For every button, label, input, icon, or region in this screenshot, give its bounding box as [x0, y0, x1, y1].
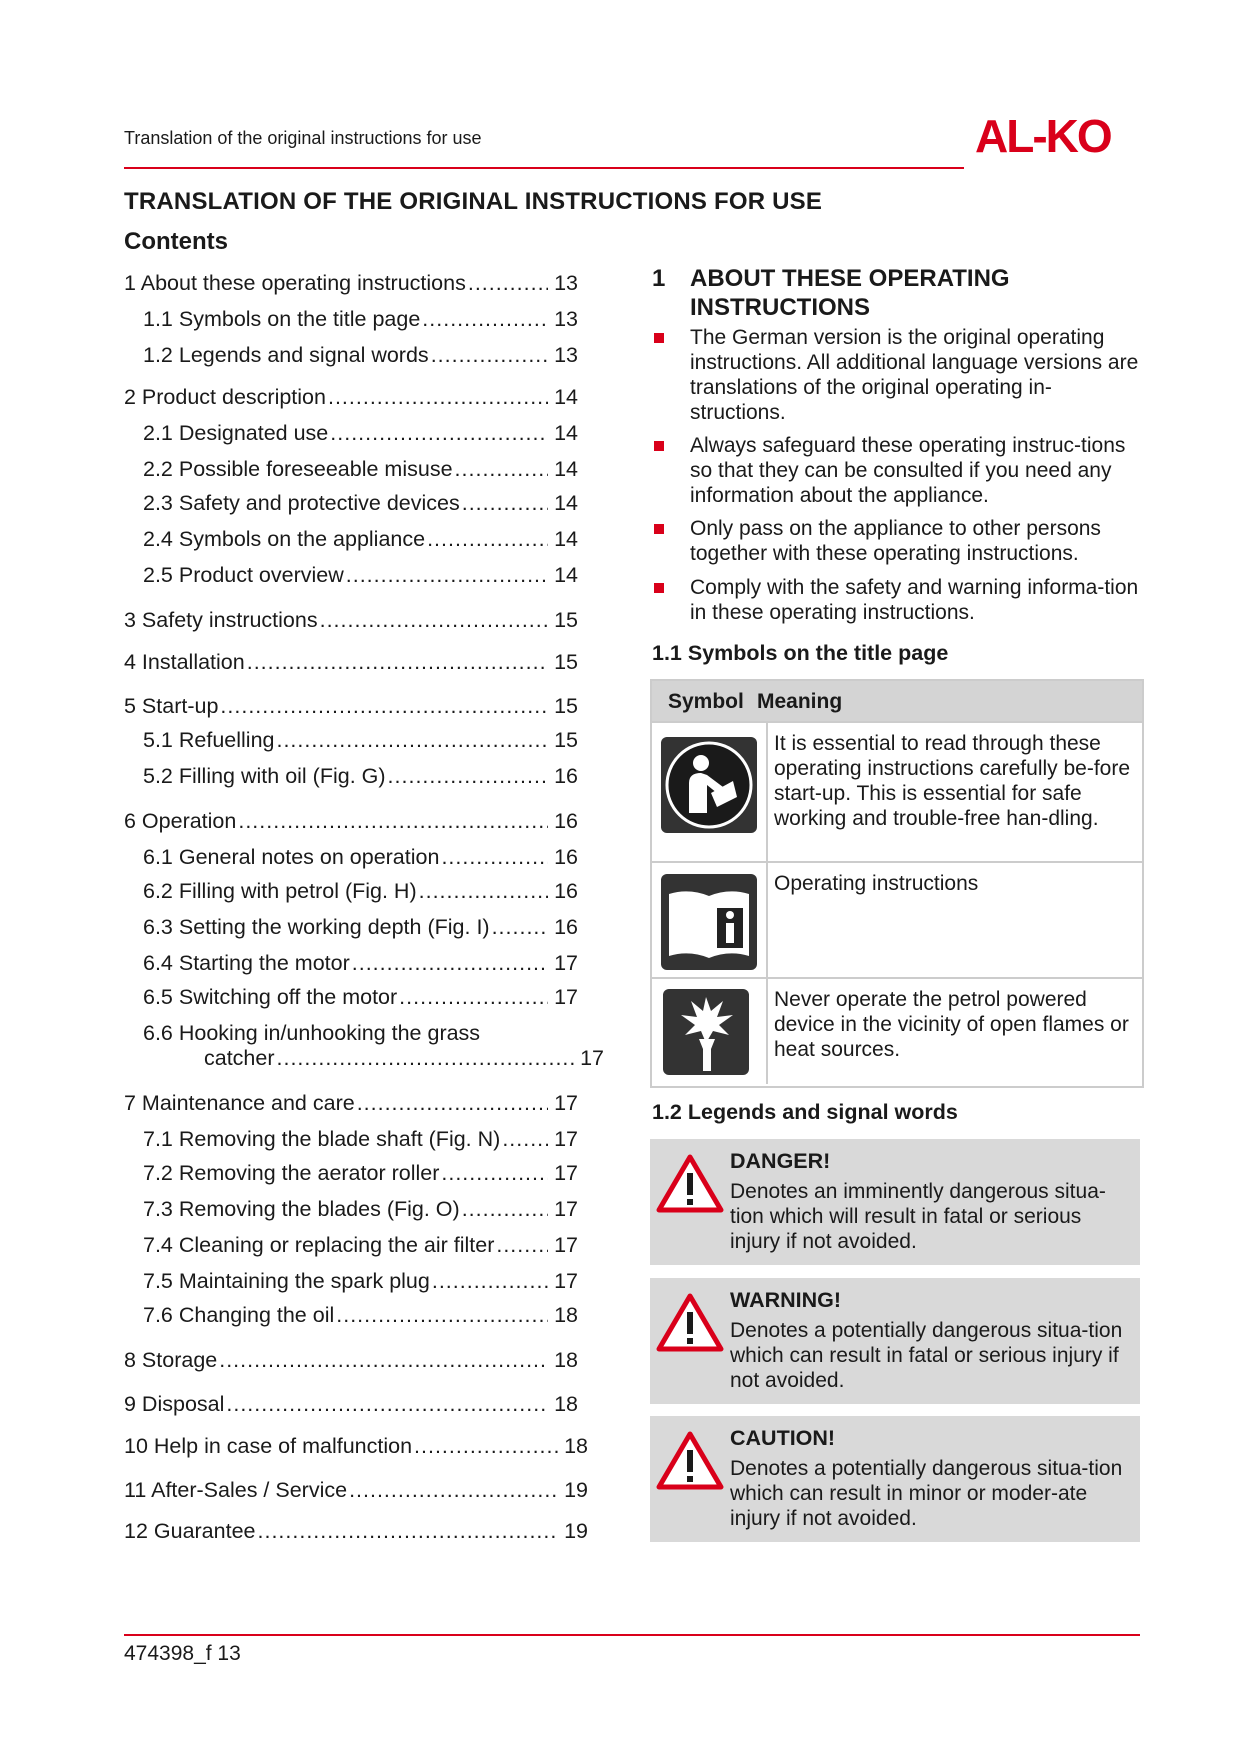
toc-entry[interactable]: 2.2 Possible foreseeable misuse ..... 14	[143, 457, 578, 482]
toc-entry[interactable]: 3 Safety instructions ..... 15	[124, 608, 578, 633]
footer-page-number: 474398_f 13	[124, 1642, 241, 1665]
warning-triangle-icon	[656, 1430, 724, 1490]
signal-word: DANGER!	[730, 1149, 831, 1173]
signal-word: CAUTION!	[730, 1426, 836, 1450]
toc-entry[interactable]: 2 Product description ..... 14	[124, 385, 578, 410]
footer-rule	[124, 1634, 1140, 1636]
toc-entry[interactable]: 10 Help in case of malfunction ..... 18	[124, 1434, 588, 1459]
caution-notice	[650, 1416, 1140, 1542]
contents-heading: Contents	[124, 228, 228, 255]
toc-entry[interactable]: 7 Maintenance and care ..... 17	[124, 1091, 578, 1116]
toc-entry[interactable]: 6 Operation ..... 16	[124, 809, 578, 834]
toc-entry[interactable]: 6.4 Starting the motor ..... 17	[143, 951, 578, 976]
toc-entry[interactable]: 8 Storage ..... 18	[124, 1348, 578, 1373]
toc-entry[interactable]: 6.1 General notes on operation ..... 16	[143, 845, 578, 870]
warning-notice	[650, 1278, 1140, 1404]
toc-entry[interactable]: 2.3 Safety and protective devices ..... 14	[143, 491, 578, 516]
section-1-2-heading: 1.2 Legends and signal words	[652, 1100, 958, 1124]
toc-entry[interactable]: 12 Guarantee ..... 19	[124, 1519, 588, 1544]
toc-entry[interactable]: 5 Start-up ..... 15	[124, 694, 578, 719]
toc-entry[interactable]: 7.6 Changing the oil ..... 18	[143, 1303, 578, 1328]
operating-instructions-book-icon	[659, 872, 759, 972]
section-1-heading: 1 ABOUT THESE OPERATING INSTRUCTIONS	[652, 265, 1010, 321]
bullet-item: Comply with the safety and warning informa-tion in these operating instructions.	[690, 576, 1139, 624]
toc-entry[interactable]: 6.2 Filling with petrol (Fig. H) ..... 16	[143, 879, 578, 904]
toc-entry[interactable]: 9 Disposal ..... 18	[124, 1392, 578, 1417]
table-header	[652, 681, 1142, 721]
toc-entry[interactable]: 6.3 Setting the working depth (Fig. I) ..... 16	[143, 915, 578, 940]
danger-notice	[650, 1139, 1140, 1265]
toc-entry[interactable]: 7.1 Removing the blade shaft (Fig. N) ..... 17	[143, 1127, 578, 1152]
header-title: Translation of the original instructions for use	[124, 128, 482, 148]
toc-entry[interactable]: 7.2 Removing the aerator roller ..... 17	[143, 1161, 578, 1186]
bullet-item: The German version is the original operating instructions. All additional language versions are translations of the original operating in-structions.	[690, 326, 1139, 424]
signal-description: Denotes a potentially dangerous situa-tion which can result in fatal or serious injury if not avoided.	[730, 1319, 1123, 1392]
toc-entry-multiline[interactable]: 6.6 Hooking in/unhooking the grass	[143, 1021, 481, 1045]
toc-entry[interactable]: 7.5 Maintaining the spark plug ..... 17	[143, 1269, 578, 1294]
toc-entry[interactable]: 7.4 Cleaning or replacing the air filter ..... 17	[143, 1233, 578, 1258]
read-manual-icon	[659, 735, 759, 835]
column-header-meaning: Meaning	[757, 690, 843, 713]
no-open-flame-icon	[661, 987, 757, 1077]
symbols-table	[650, 679, 1144, 1088]
table-row	[652, 977, 1142, 1084]
toc-entry[interactable]: 1 About these operating instructions ..... 13	[124, 271, 578, 296]
signal-description: Denotes a potentially dangerous situa-tion which can result in minor or moder-ate injury if not avoided.	[730, 1457, 1123, 1530]
logo-wordmark: AL-KO	[975, 114, 1111, 160]
symbol-meaning: Operating instructions	[774, 872, 979, 895]
column-header-symbol: Symbol	[668, 690, 744, 713]
toc-entry[interactable]: 2.5 Product overview ..... 14	[143, 563, 578, 588]
symbol-meaning: It is essential to read through these operating instructions carefully be-fore start-up. This is essential for safe working and trouble-free han-dling.	[774, 732, 1131, 830]
section-1-1-heading: 1.1 Symbols on the title page	[652, 641, 949, 665]
toc-entry[interactable]: 2.1 Designated use ..... 14	[143, 421, 578, 446]
signal-word: WARNING!	[730, 1288, 842, 1312]
symbol-meaning: Never operate the petrol powered device in the vicinity of open flames or heat sources.	[774, 988, 1129, 1061]
page-title: TRANSLATION OF THE ORIGINAL INSTRUCTIONS FOR USE	[124, 188, 823, 215]
warning-triangle-icon	[656, 1292, 724, 1352]
bullet-item: Only pass on the appliance to other persons together with these operating instructions.	[690, 516, 1140, 566]
alko-logo	[975, 114, 1135, 165]
toc-entry[interactable]: 2.4 Symbols on the appliance ..... 14	[143, 527, 578, 552]
header-rule	[124, 167, 964, 169]
toc-entry[interactable]: 6.5 Switching off the motor ..... 17	[143, 985, 578, 1010]
signal-description: Denotes an imminently dangerous situa-tion which will result in fatal or serious injury if not avoided.	[730, 1180, 1106, 1253]
table-row	[652, 861, 1142, 977]
toc-entry[interactable]: 4 Installation ..... 15	[124, 650, 578, 675]
toc-entry[interactable]: 1.1 Symbols on the title page ..... 13	[143, 307, 578, 332]
warning-triangle-icon	[656, 1153, 724, 1213]
toc-entry[interactable]: 11 After-Sales / Service ..... 19	[124, 1478, 588, 1503]
toc-entry[interactable]: 5.1 Refuelling ..... 15	[143, 728, 578, 753]
toc-entry[interactable]: 7.3 Removing the blades (Fig. O) ..... 17	[143, 1197, 578, 1222]
table-row	[652, 721, 1142, 861]
toc-entry[interactable]: 5.2 Filling with oil (Fig. G) ..... 16	[143, 764, 578, 789]
bullet-item: Always safeguard these operating instruc-tions so that they can be consulted if you need any information about the appliance.	[690, 433, 1140, 508]
toc-entry-continuation[interactable]: catcher ..... 17	[204, 1046, 604, 1071]
toc-entry[interactable]: 1.2 Legends and signal words ..... 13	[143, 343, 578, 368]
